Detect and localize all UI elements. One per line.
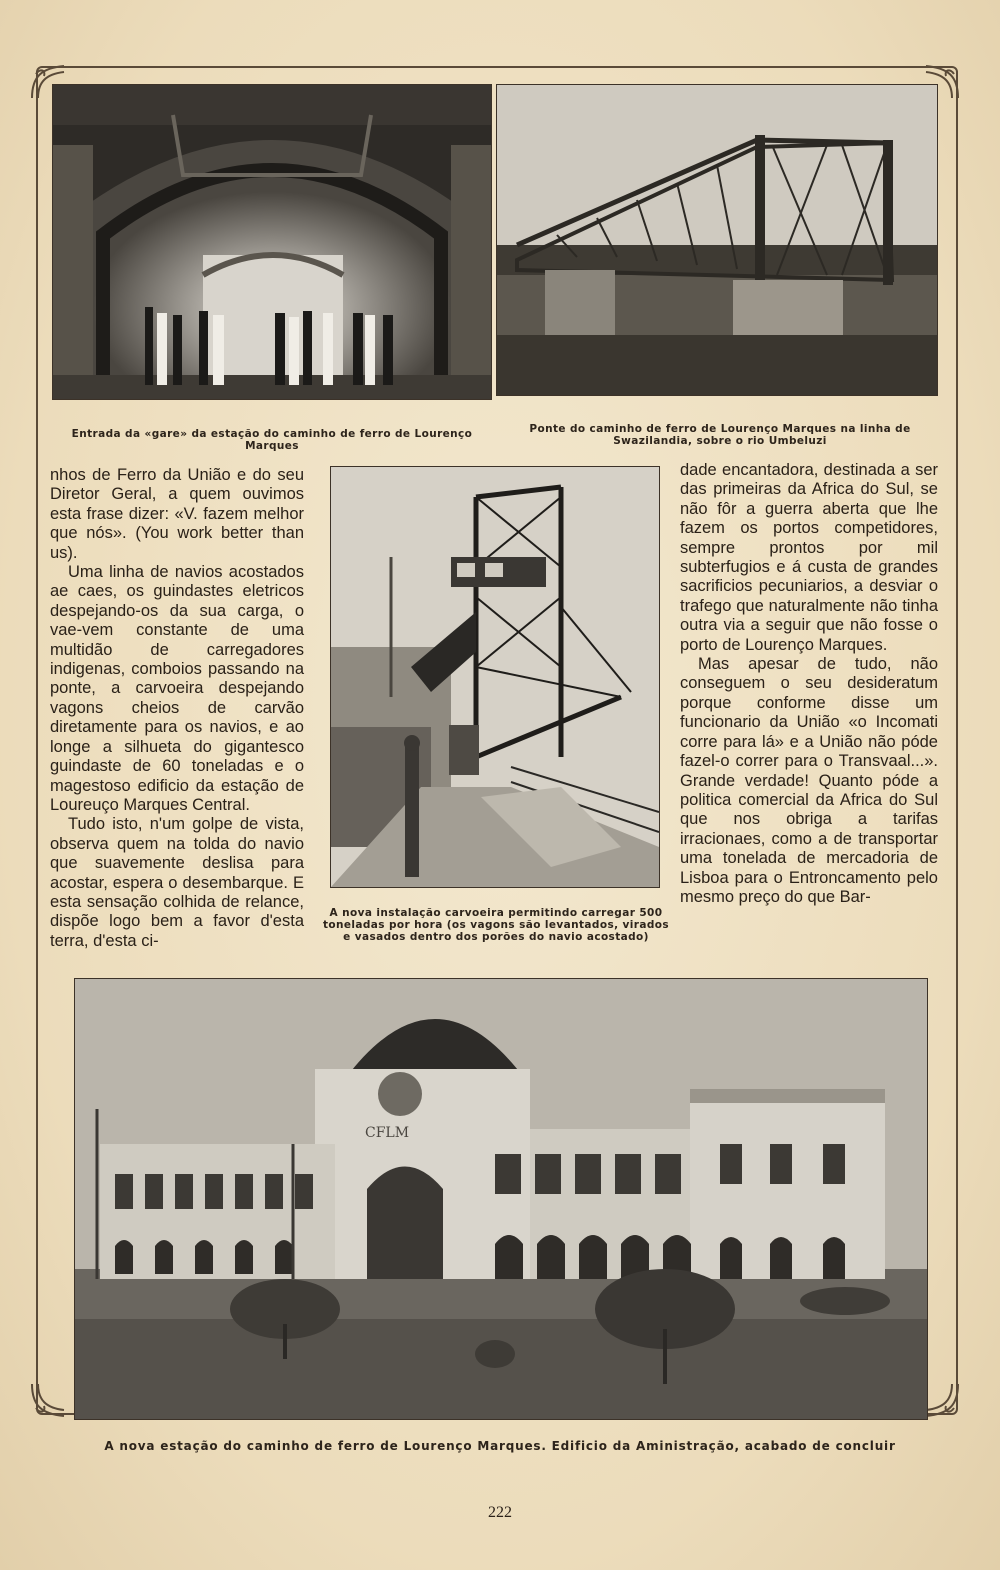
photo-station-building	[74, 978, 928, 1420]
caption-coal-crane: A nova instalação carvoeira permitindo carregar 500 toneladas por hora (os vagons são levantados, virados e vasados dentro dos porões do navio acostado)	[322, 907, 670, 943]
station-sign-text: CFLM	[365, 1125, 410, 1141]
photo-bridge	[496, 84, 938, 396]
article-column-left	[50, 466, 304, 951]
paragraph: Mas apesar de tudo, não conseguem o seu desideratum porque conforme disse um funcionario da União «o Incomati corre para lá» e a União não póde fazel-o correr para o Transvaal...». Grande verdade! Quanto póde a politica comercial da Africa do Sul que nos obriga a tarifas irracionaes, como a de transportar uma tonelada de mercadoria de Lisboa para o Entroncamento pelo mesmo preço do que Bar-	[680, 655, 938, 906]
article-column-right	[680, 461, 938, 907]
photo-station-hall	[52, 84, 492, 400]
paragraph: Tudo isto, n'um golpe de vista, observa quem na tolda do navio que suavemente deslisa para acostar, espera o desembarque. E esta sensação colhida de relance, dispõe logo bem a favor d'esta terra, d'esta ci-	[50, 815, 304, 950]
photo-coal-crane	[330, 466, 660, 888]
paragraph: nhos de Ferro da União e do seu Diretor Geral, a quem ouvimos esta frase dizer: «V. fazem melhor que nós». (You work better than us).	[50, 466, 304, 562]
caption-station-hall: Entrada da «gare» da estação do caminho de ferro de Lourenço Marques	[71, 428, 473, 452]
corner-ornament-bottom-left	[28, 1380, 68, 1420]
caption-bridge: Ponte do caminho de ferro de Lourenço Marques na linha de Swazilandia, sobre o rio Umbeluzi	[529, 423, 911, 447]
paragraph: Uma linha de navios acostados ae caes, os guindastes eletricos despejando-os da sua carga, o vae-vem constante de uma multidão de carregadores indigenas, comboios passando na ponte, a carvoeira despejando vagons cheios de carvão diretamente para os navios, e ao longe a silhueta do gigantesco guindaste de 60 toneladas e o magestoso edificio da estação de Loureuço Marques Central.	[50, 563, 304, 814]
page-number: 222	[488, 1504, 512, 1521]
caption-station-building: A nova estação do caminho de ferro de Lourenço Marques. Edificio da Aministração, acabado de concluir	[104, 1439, 896, 1453]
corner-ornament-bottom-right	[922, 1380, 962, 1420]
paragraph: dade encantadora, destinada a ser das primeiras da Africa do Sul, se não fôr a guerra aberta que lhe fazem os portos competidores, sempre prontos por mil subterfugios e á custa de grandes sacrificios pecuniarios, a desviar o trafego que naturalmente não tinha outra via a seguir que não fosse o porto de Lourenço Marques.	[680, 461, 938, 654]
